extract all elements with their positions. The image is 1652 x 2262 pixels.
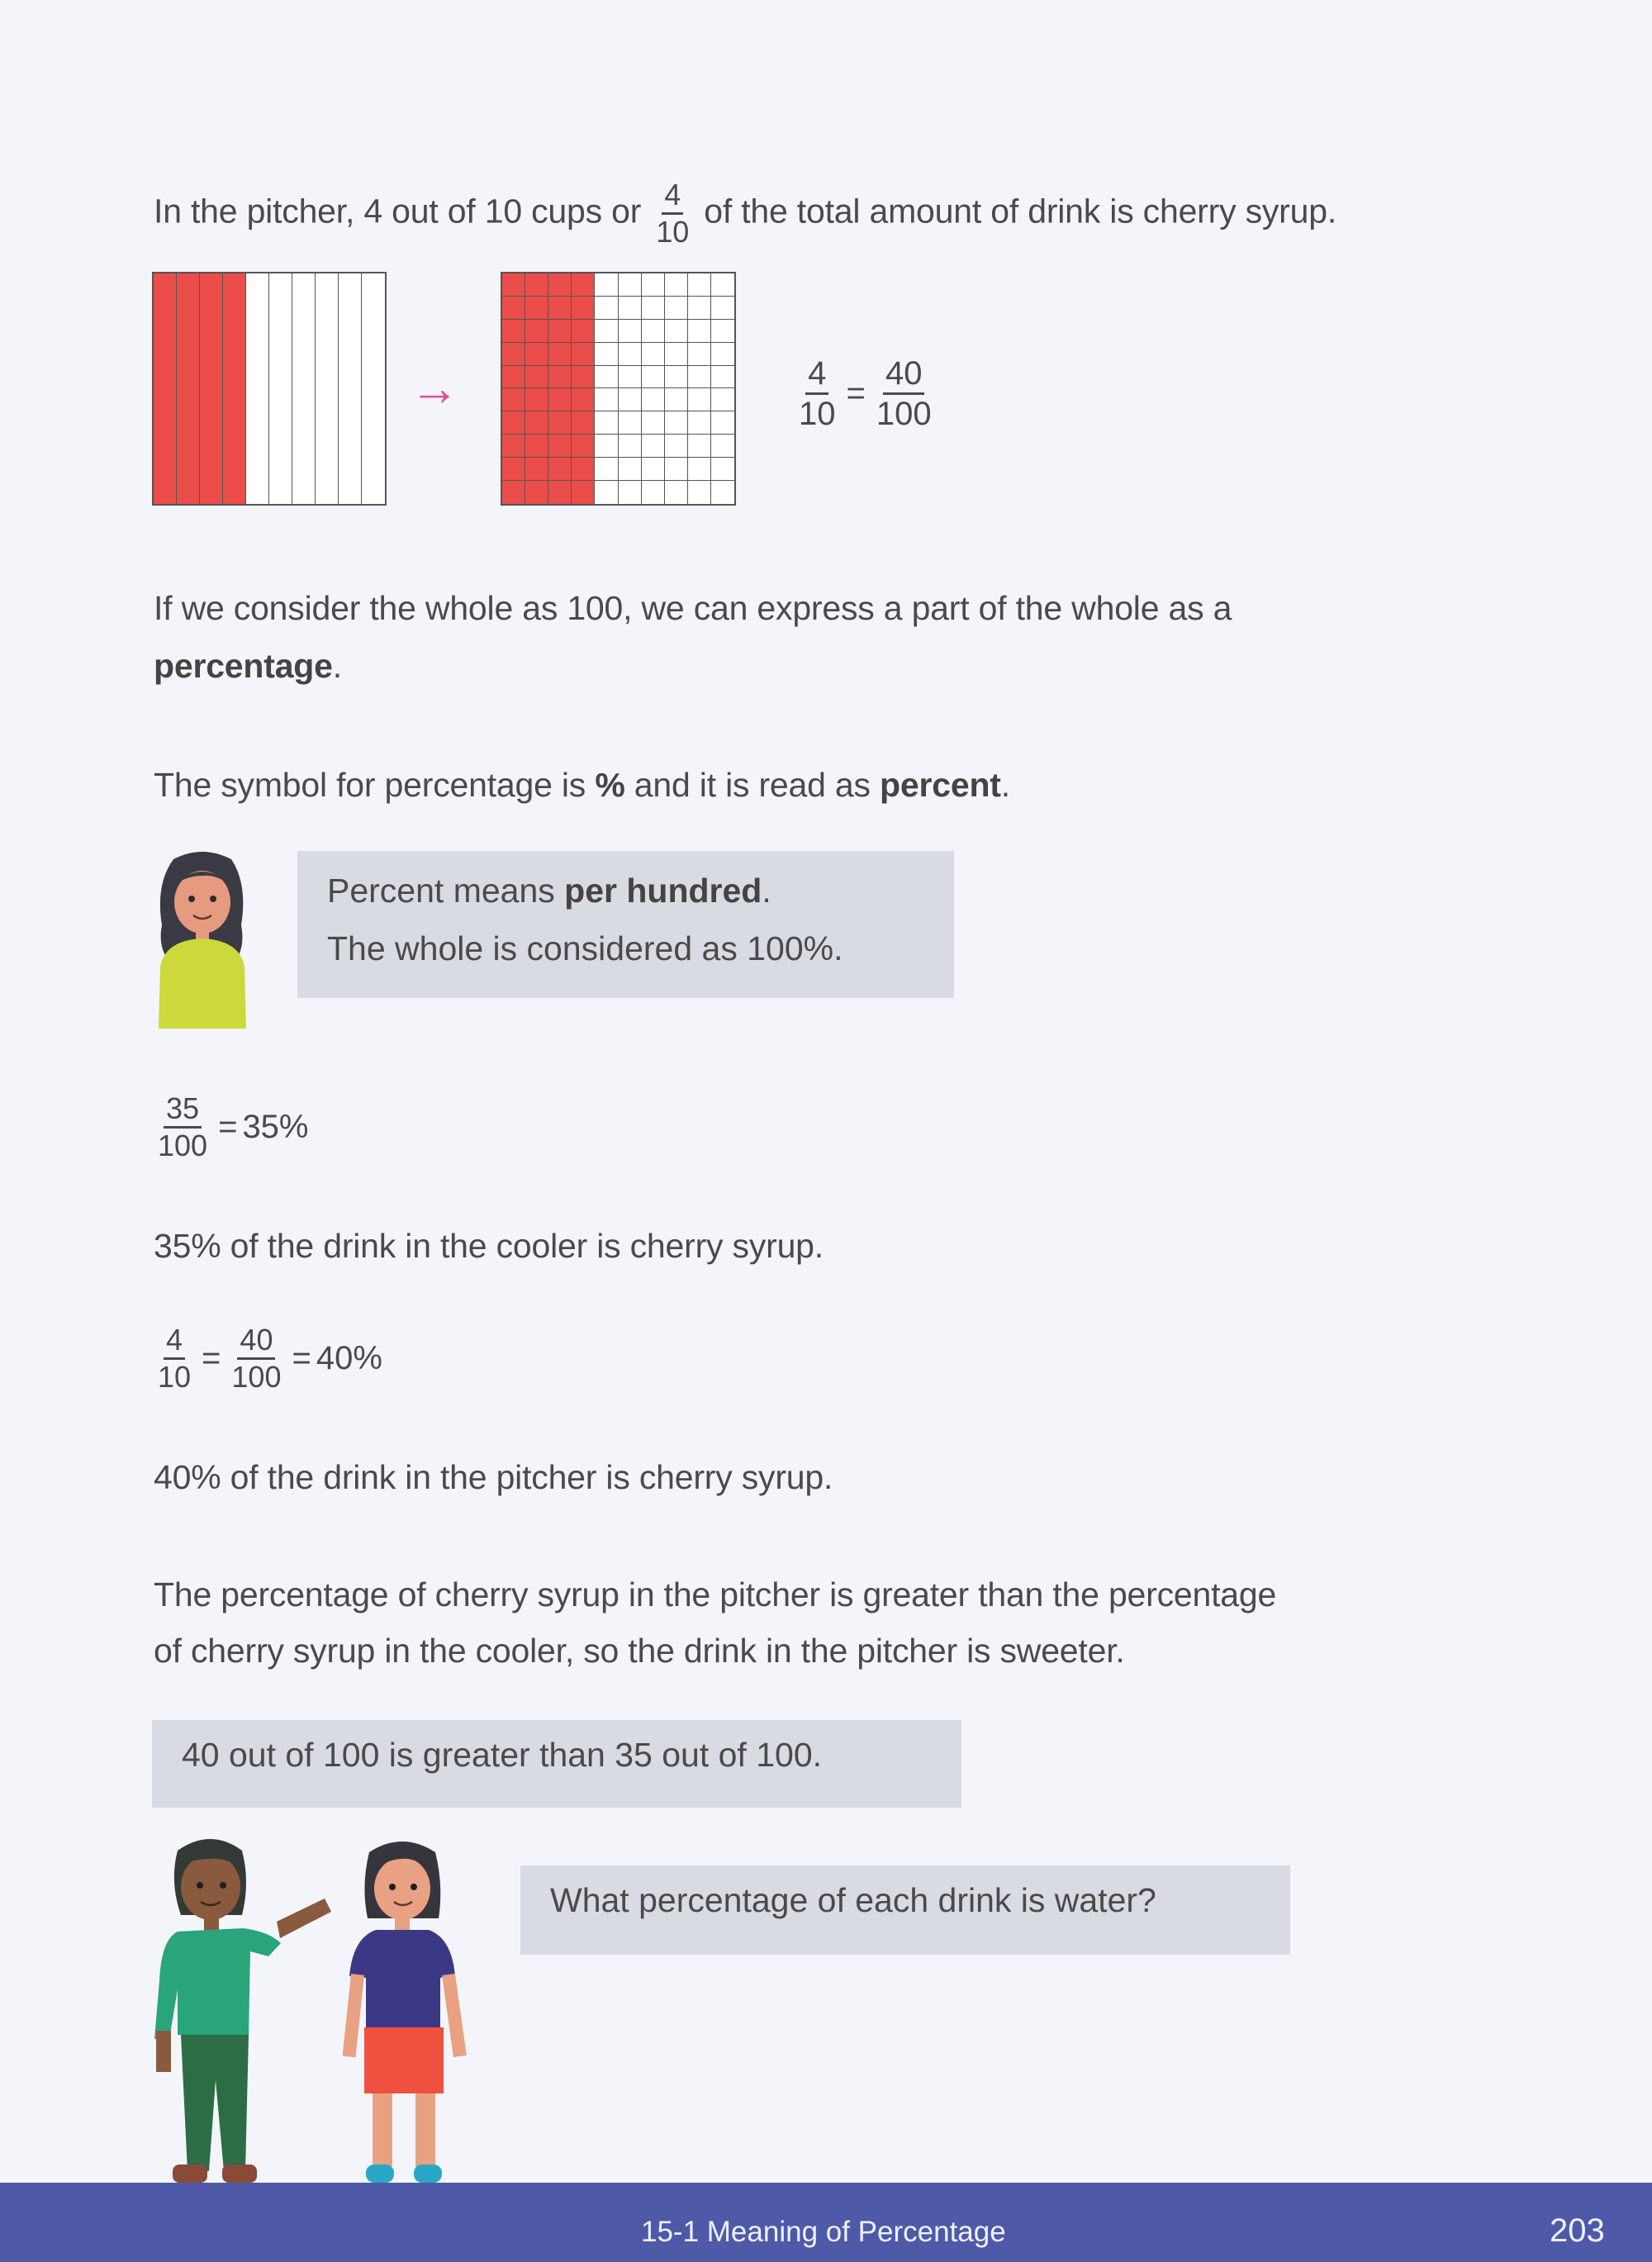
- fraction-denominator: 100: [876, 396, 932, 432]
- shaded-hundredth-cell: [572, 273, 595, 297]
- fraction-numerator: 4: [662, 180, 683, 215]
- shaded-hundredth-cell: [525, 388, 548, 411]
- speech-bubble-comparison: [152, 1720, 961, 1808]
- unshaded-hundredth-cell: [642, 343, 665, 366]
- shaded-tenth-cell: [223, 273, 246, 504]
- unshaded-hundredth-cell: [619, 320, 642, 343]
- speech-bubble-percent-definition: [297, 851, 954, 998]
- period: .: [1000, 766, 1010, 804]
- symbol-text-before: The symbol for percentage is: [154, 766, 586, 804]
- shaded-hundredth-cell: [548, 481, 572, 504]
- unshaded-hundredth-cell: [665, 297, 688, 320]
- unshaded-hundredth-cell: [665, 388, 688, 411]
- unshaded-hundredth-cell: [595, 411, 618, 435]
- intro-text-after: of the total amount of drink is cherry syrup.: [704, 192, 1337, 230]
- unshaded-hundredth-cell: [711, 481, 734, 504]
- unshaded-hundredth-cell: [688, 411, 711, 435]
- shaded-hundredth-cell: [502, 411, 525, 435]
- unshaded-hundredth-cell: [642, 458, 665, 481]
- result-percent: 40%: [316, 1340, 382, 1376]
- fraction-denominator: 10: [799, 396, 836, 432]
- shaded-hundredth-cell: [525, 435, 548, 458]
- unshaded-hundredth-cell: [595, 481, 618, 504]
- shaded-hundredth-cell: [502, 273, 525, 297]
- bubble-line2: The whole is considered as 100%.: [327, 929, 843, 967]
- unshaded-hundredth-cell: [595, 388, 618, 411]
- period: .: [332, 647, 342, 685]
- unshaded-hundredth-cell: [619, 458, 642, 481]
- unshaded-tenth-cell: [316, 273, 339, 504]
- unshaded-hundredth-cell: [642, 411, 665, 435]
- unshaded-hundredth-cell: [711, 435, 734, 458]
- unshaded-hundredth-cell: [619, 481, 642, 504]
- period: .: [762, 872, 771, 910]
- unshaded-hundredth-cell: [665, 411, 688, 435]
- unshaded-hundredth-cell: [595, 273, 618, 297]
- shaded-hundredth-cell: [502, 297, 525, 320]
- unshaded-hundredth-cell: [642, 320, 665, 343]
- term-per-hundred: per hundred: [564, 872, 762, 910]
- girl-character-illustration: [149, 851, 256, 1029]
- unshaded-hundredth-cell: [665, 481, 688, 504]
- unshaded-hundredth-cell: [642, 388, 665, 411]
- unshaded-hundredth-cell: [688, 297, 711, 320]
- unshaded-hundredth-cell: [688, 481, 711, 504]
- shaded-hundredth-cell: [572, 343, 595, 366]
- shaded-hundredth-cell: [525, 297, 548, 320]
- right-arrow-icon: →: [410, 360, 459, 416]
- shaded-hundredth-cell: [525, 320, 548, 343]
- unshaded-hundredth-cell: [665, 273, 688, 297]
- pitcher-statement: 40% of the drink in the pitcher is cherry syrup.: [154, 1458, 833, 1496]
- unshaded-hundredth-cell: [595, 458, 618, 481]
- shaded-hundredth-cell: [572, 388, 595, 411]
- fraction-numerator: 4: [805, 357, 828, 395]
- bubble-line1: [327, 863, 771, 920]
- intro-fraction: [653, 180, 691, 247]
- unshaded-hundredth-cell: [595, 320, 618, 343]
- bubble-text: What percentage of each drink is water?: [550, 1881, 1156, 1919]
- definition-paragraph-line2: [154, 646, 342, 687]
- girl-standing-character-illustration: [343, 1836, 483, 2183]
- unshaded-hundredth-cell: [688, 366, 711, 389]
- conclusion-line2: of cherry syrup in the cooler, so the drink in the pitcher is sweeter.: [154, 1632, 1125, 1670]
- unshaded-hundredth-cell: [595, 435, 618, 458]
- unshaded-hundredth-cell: [688, 458, 711, 481]
- unshaded-hundredth-cell: [665, 320, 688, 343]
- equals-sign: =: [218, 1109, 238, 1145]
- fraction-35-100: [155, 1091, 210, 1162]
- fraction-numerator: 40: [237, 1325, 275, 1360]
- shaded-hundredth-cell: [548, 458, 572, 481]
- boy-character-illustration: [145, 1832, 335, 2184]
- fraction-numerator: 40: [883, 357, 925, 395]
- definition-paragraph-line1: If we consider the whole as 100, we can express a part of the whole as a: [154, 589, 1232, 627]
- shaded-hundredth-cell: [572, 320, 595, 343]
- unshaded-hundredth-cell: [665, 343, 688, 366]
- unshaded-hundredth-cell: [619, 411, 642, 435]
- conclusion-line1: The percentage of cherry syrup in the pitcher is greater than the percentage: [154, 1575, 1277, 1613]
- shaded-hundredth-cell: [548, 343, 572, 366]
- fraction-4-10: [796, 357, 838, 430]
- equation-35-percent: [152, 1091, 309, 1162]
- hundredths-model-grid: [501, 272, 736, 506]
- cooler-statement: 35% of the drink in the cooler is cherry syrup.: [154, 1227, 824, 1265]
- unshaded-tenth-cell: [339, 273, 362, 504]
- intro-sentence: [154, 180, 1336, 247]
- equivalent-fraction-equation: [793, 357, 938, 430]
- unshaded-hundredth-cell: [619, 435, 642, 458]
- shaded-hundredth-cell: [502, 388, 525, 411]
- unshaded-tenth-cell: [246, 273, 269, 504]
- result-percent: 35%: [242, 1109, 309, 1145]
- unshaded-hundredth-cell: [665, 458, 688, 481]
- shaded-hundredth-cell: [525, 481, 548, 504]
- unshaded-hundredth-cell: [619, 343, 642, 366]
- shaded-hundredth-cell: [572, 435, 595, 458]
- shaded-hundredth-cell: [502, 320, 525, 343]
- shaded-hundredth-cell: [572, 458, 595, 481]
- unshaded-hundredth-cell: [711, 458, 734, 481]
- shaded-tenth-cell: [200, 273, 223, 504]
- shaded-hundredth-cell: [548, 435, 572, 458]
- speech-bubble-question: [520, 1865, 1290, 1955]
- term-percentage: percentage: [154, 647, 333, 685]
- unshaded-hundredth-cell: [711, 411, 734, 435]
- symbol-paragraph: [154, 765, 1010, 805]
- unshaded-hundredth-cell: [642, 273, 665, 297]
- fraction-denominator: 10: [656, 215, 690, 249]
- shaded-hundredth-cell: [525, 366, 548, 389]
- shaded-hundredth-cell: [548, 297, 572, 320]
- shaded-hundredth-cell: [502, 481, 525, 504]
- fraction-4-10: [155, 1325, 193, 1392]
- equals-sign: =: [202, 1340, 221, 1376]
- unshaded-hundredth-cell: [688, 343, 711, 366]
- equation-40-percent: [152, 1325, 382, 1392]
- unshaded-hundredth-cell: [711, 366, 734, 389]
- tenths-model-grid: [152, 272, 387, 506]
- fraction-denominator: 100: [231, 1360, 282, 1394]
- shaded-hundredth-cell: [548, 273, 572, 297]
- bubble-text: 40 out of 100 is greater than 35 out of 100.: [182, 1736, 823, 1774]
- unshaded-hundredth-cell: [619, 273, 642, 297]
- unshaded-hundredth-cell: [665, 435, 688, 458]
- unshaded-hundredth-cell: [688, 435, 711, 458]
- shaded-hundredth-cell: [502, 366, 525, 389]
- fraction-denominator: 10: [158, 1360, 192, 1394]
- page-number: 203: [1550, 2212, 1605, 2249]
- shaded-tenth-cell: [177, 273, 200, 504]
- unshaded-hundredth-cell: [711, 388, 734, 411]
- fraction-40-100: [874, 357, 934, 430]
- percent-symbol: %: [595, 766, 625, 804]
- unshaded-hundredth-cell: [642, 366, 665, 389]
- unshaded-hundredth-cell: [711, 273, 734, 297]
- shaded-hundredth-cell: [572, 297, 595, 320]
- shaded-tenth-cell: [154, 273, 177, 504]
- fraction-denominator: 100: [158, 1129, 208, 1162]
- unshaded-hundredth-cell: [642, 481, 665, 504]
- unshaded-tenth-cell: [292, 273, 316, 504]
- shaded-hundredth-cell: [525, 343, 548, 366]
- shaded-hundredth-cell: [525, 458, 548, 481]
- page-footer: [0, 2183, 1652, 2262]
- shaded-hundredth-cell: [548, 366, 572, 389]
- unshaded-hundredth-cell: [619, 366, 642, 389]
- fraction-numerator: 35: [164, 1094, 202, 1129]
- unshaded-hundredth-cell: [665, 366, 688, 389]
- shaded-hundredth-cell: [525, 411, 548, 435]
- unshaded-hundredth-cell: [595, 366, 618, 389]
- unshaded-hundredth-cell: [711, 297, 734, 320]
- fraction-numerator: 4: [164, 1325, 185, 1360]
- unshaded-hundredth-cell: [688, 320, 711, 343]
- unshaded-hundredth-cell: [688, 273, 711, 297]
- equals-sign: =: [292, 1340, 311, 1376]
- unshaded-hundredth-cell: [595, 343, 618, 366]
- unshaded-hundredth-cell: [711, 320, 734, 343]
- shaded-hundredth-cell: [548, 320, 572, 343]
- shaded-hundredth-cell: [502, 343, 525, 366]
- term-percent: percent: [880, 766, 1001, 804]
- unshaded-hundredth-cell: [642, 435, 665, 458]
- unshaded-hundredth-cell: [642, 297, 665, 320]
- shaded-hundredth-cell: [572, 481, 595, 504]
- symbol-text-middle: and it is read as: [634, 766, 871, 804]
- unshaded-hundredth-cell: [595, 297, 618, 320]
- unshaded-hundredth-cell: [688, 388, 711, 411]
- section-title: 15-1 Meaning of Percentage: [641, 2216, 1006, 2248]
- unshaded-hundredth-cell: [711, 343, 734, 366]
- shaded-hundredth-cell: [548, 411, 572, 435]
- unshaded-tenth-cell: [269, 273, 292, 504]
- shaded-hundredth-cell: [502, 435, 525, 458]
- equals-sign: =: [846, 375, 866, 411]
- shaded-hundredth-cell: [525, 273, 548, 297]
- fraction-40-100: [229, 1325, 283, 1392]
- shaded-hundredth-cell: [572, 366, 595, 389]
- shaded-hundredth-cell: [502, 458, 525, 481]
- intro-text-before: In the pitcher, 4 out of 10 cups or: [154, 192, 642, 230]
- unshaded-hundredth-cell: [619, 388, 642, 411]
- unshaded-tenth-cell: [362, 273, 385, 504]
- shaded-hundredth-cell: [572, 411, 595, 435]
- shaded-hundredth-cell: [548, 388, 572, 411]
- bubble-text: Percent means: [327, 872, 555, 910]
- unshaded-hundredth-cell: [619, 297, 642, 320]
